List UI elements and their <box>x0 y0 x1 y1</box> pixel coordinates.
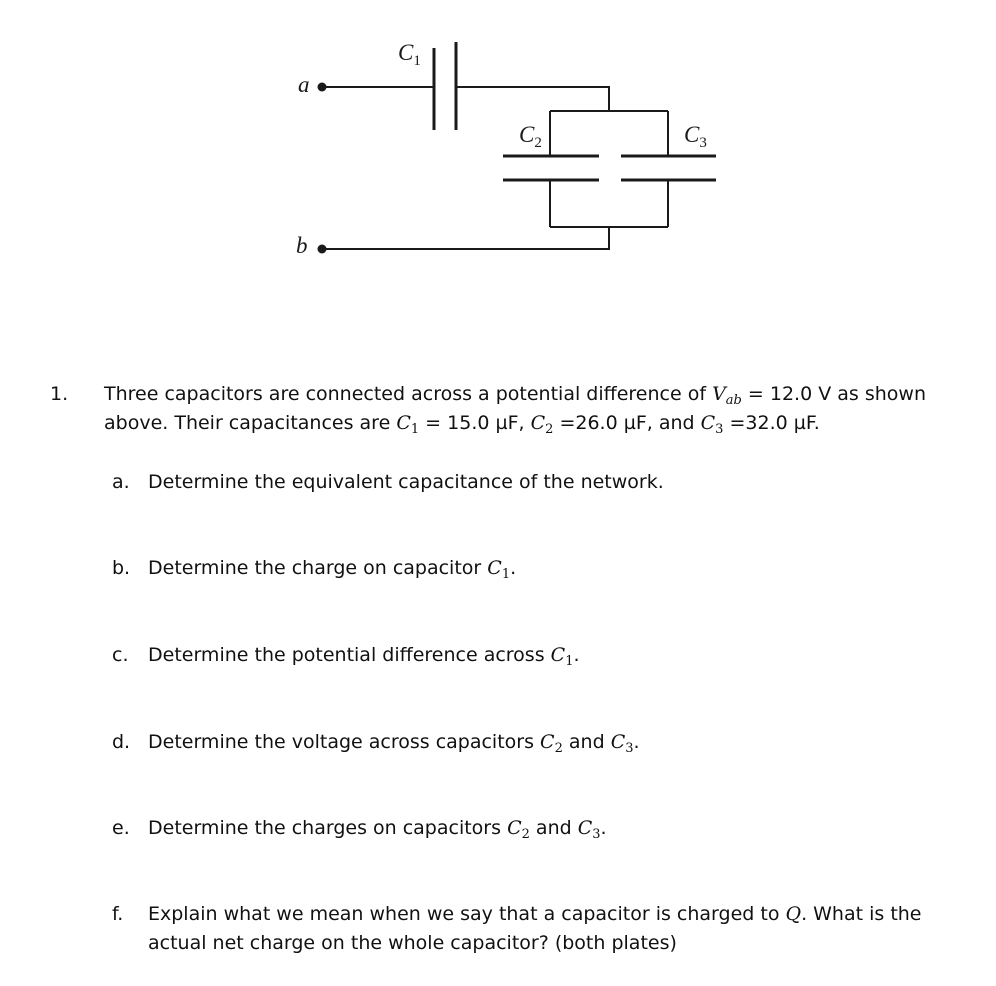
part-e-period: . <box>600 817 607 839</box>
wire-junction-to-b <box>322 227 609 249</box>
c3-subscript: 3 <box>715 422 724 437</box>
part-f-letter: f. <box>112 903 124 925</box>
part-b-body: Determine the charge on capacitor <box>148 557 488 579</box>
terminal-a-label: a <box>298 72 310 97</box>
part-e-text <box>148 814 607 845</box>
part-e-c3-subscript: 3 <box>592 827 601 842</box>
part-d-c2-symbol: C <box>540 731 555 753</box>
part-c-text <box>148 641 580 672</box>
part-e-body: Determine the charges on capacitors <box>148 817 508 839</box>
part-a-text: Determine the equivalent capacitance of the network. <box>148 471 664 493</box>
part-e-and: and <box>529 817 578 839</box>
problem-line-1-text: Three capacitors are connected across a potential difference of <box>104 383 713 405</box>
part-f-line-1 <box>148 900 922 929</box>
c1-label: $C_1$ <box>398 40 421 69</box>
part-d-and: and <box>562 731 611 753</box>
part-d-letter: d. <box>112 731 131 753</box>
part-f-line-1-text: Explain what we mean when we say that a capacitor is charged to <box>148 903 786 925</box>
c1-symbol: C <box>396 412 411 434</box>
c1-subscript: 1 <box>410 422 420 437</box>
part-d-c3-symbol: C <box>610 731 626 753</box>
part-f-line-1-end: . What is the <box>801 903 922 925</box>
part-b-text <box>148 554 516 585</box>
problem-line-1 <box>104 380 926 411</box>
part-a-letter: a. <box>112 471 130 493</box>
problem-line-2-text: above. Their capacitances are <box>104 412 397 434</box>
wire-c1-to-junction <box>457 87 609 111</box>
part-c-period: . <box>573 644 580 666</box>
part-e-c2-symbol: C <box>507 817 522 839</box>
problem-line-2 <box>104 409 820 440</box>
part-d-body: Determine the voltage across capacitors <box>148 731 541 753</box>
part-e-c2-subscript: 2 <box>521 827 530 842</box>
part-c-subscript: 1 <box>565 654 574 669</box>
c2-label: $C_2$ <box>519 122 542 151</box>
part-d-period: . <box>633 731 640 753</box>
part-c-letter: c. <box>112 644 129 666</box>
part-c-body: Determine the potential difference across <box>148 644 551 666</box>
c1-value: = 15.0 µF, <box>419 412 531 434</box>
c3-value: =32.0 µF. <box>723 412 820 434</box>
circuit-diagram <box>0 0 996 330</box>
part-b-subscript: 1 <box>501 567 511 582</box>
part-e-letter: e. <box>112 817 130 839</box>
part-b-c-symbol: C <box>487 557 502 579</box>
part-f-q-symbol: Q <box>785 903 802 925</box>
c3-symbol: C <box>700 412 716 434</box>
c2-subscript: 2 <box>545 422 554 437</box>
vab-subscript: ab <box>725 393 742 408</box>
c3-label: $C_3$ <box>684 122 707 151</box>
part-d-c2-subscript: 2 <box>554 741 563 756</box>
part-b-period: . <box>510 557 517 579</box>
part-f-line-2: actual net charge on the whole capacitor? (both plates) <box>148 932 677 954</box>
part-e-c3-symbol: C <box>577 817 593 839</box>
part-c-c-symbol: C <box>550 644 566 666</box>
part-d-c3-subscript: 3 <box>625 741 634 756</box>
c2-symbol: C <box>530 412 546 434</box>
part-d-text <box>148 728 640 759</box>
vab-value: = 12.0 V as shown <box>741 383 926 405</box>
vab-symbol: V <box>712 383 726 405</box>
part-b-letter: b. <box>112 557 131 579</box>
terminal-b-label: b <box>296 233 308 258</box>
c2-value: =26.0 µF, and <box>553 412 701 434</box>
problem-number: 1. <box>50 383 69 405</box>
